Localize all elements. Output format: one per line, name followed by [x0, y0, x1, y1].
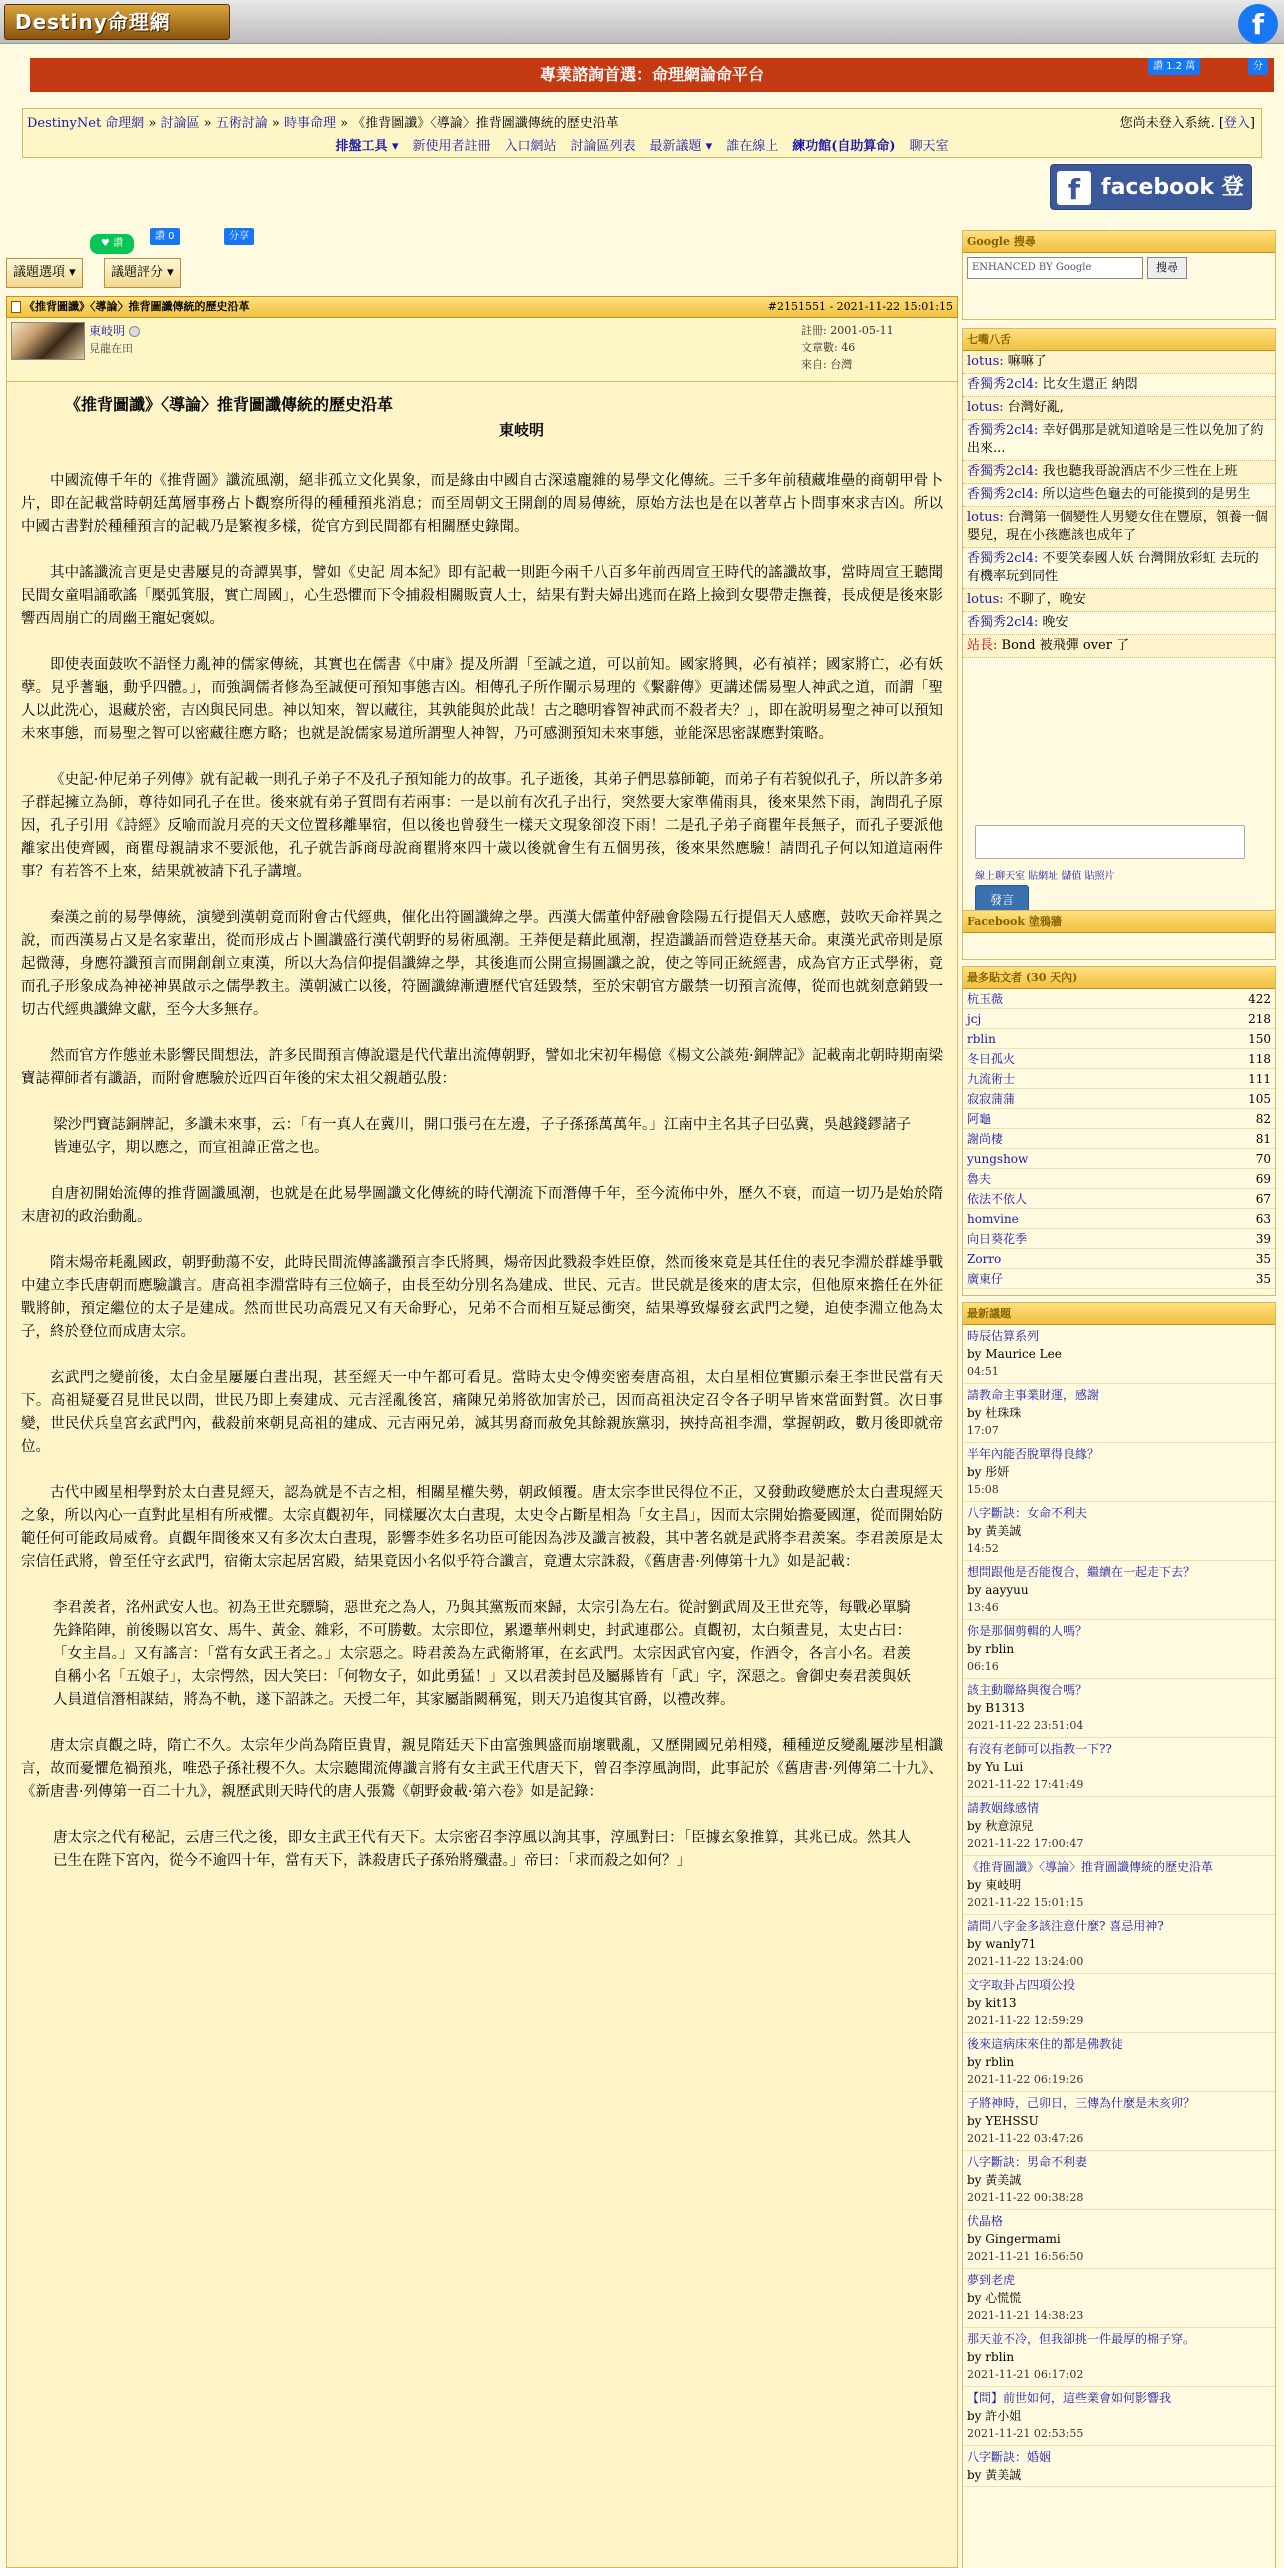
latest-topic-author: by 黃美誠 — [967, 2173, 1022, 2187]
top-poster-name[interactable]: homvine — [967, 1212, 1019, 1226]
latest-topic-title[interactable]: 那天並不冷，但我卻挑一件最厚的棉子穿。 — [967, 2332, 1196, 2346]
main-nav — [23, 135, 1261, 154]
post-icon — [11, 301, 21, 313]
top-poster-row — [963, 1149, 1275, 1169]
breadcrumb-forums[interactable]: 討論區 — [160, 116, 200, 131]
chat-user[interactable]: 香獨秀2cl4: — [967, 464, 1039, 479]
latest-topic-date: 2021-11-22 00:38:28 — [967, 2191, 1084, 2204]
fb-like-post-button[interactable]: 讚 0 — [150, 228, 180, 245]
latest-topic-item — [963, 1620, 1275, 1679]
chat-user[interactable]: lotus: — [967, 400, 1004, 415]
post-paragraph: 唐太宗貞觀之時，隋亡不久。太宗年少尚為隋臣貴胄，親見隋廷天下由富強興盛而崩壞戰亂，又歷開國兄弟相殘，種種逆反變亂屢涉星相讖言，故而憂懼危禍預兆，唯恐子孫社稷不久。太宗聽聞流傳讖言將有女主武王代唐天下，曾召李淳風詢問，此事記於《舊唐書·列傳第二十九》、《新唐書·列傳第一百二十九》，親歷武則天時代的唐人張鷟《朝野僉載·第六卷》如是記錄： — [21, 1738, 943, 1800]
facebook-login-label: facebook 登 — [1101, 175, 1244, 200]
chat-user[interactable]: 香獨秀2cl4: — [967, 551, 1039, 566]
latest-topic-author: by rblin — [967, 2055, 1015, 2069]
latest-topic-date: 2021-11-22 06:19:26 — [967, 2073, 1084, 2086]
latest-topic-item — [963, 2092, 1275, 2151]
latest-topic-title[interactable]: 請問八字金多該注意什麼? 喜忌用神? — [967, 1919, 1164, 1933]
top-poster-count: 70 — [1255, 1152, 1271, 1166]
latest-topic-date: 2021-11-21 16:56:50 — [967, 2250, 1084, 2263]
top-poster-count: 39 — [1255, 1232, 1271, 1246]
latest-topic-item — [963, 1797, 1275, 1856]
post-paragraph: 然而官方作態並未影響民間想法，許多民間預言傳說還是代代輩出流傳朝野，譬如北宋初年楊億《楊文公談苑·銅牌記》記載南北朝時期南梁寶誌禪師者有讖語，而附會應驗於近四百年後的宋太祖父親趙弘殷： — [21, 1048, 943, 1087]
chat-user[interactable]: lotus: — [967, 354, 1004, 369]
latest-topic-title[interactable]: 八字斷訣：男命不利妻 — [967, 2155, 1088, 2169]
chat-text: 我也聽我哥說酒店不少三性在上班 — [1042, 464, 1238, 479]
latest-topic-item — [963, 1384, 1275, 1443]
top-poster-name[interactable]: 向日葵花季 — [967, 1232, 1028, 1246]
facebook-icon: f — [1057, 171, 1091, 205]
latest-topic-title[interactable]: 文字取卦占四項公投 — [967, 1978, 1076, 1992]
latest-topic-author: by 秋意涼兒 — [967, 1819, 1034, 1833]
breadcrumb-current-affairs[interactable]: 時事命理 — [284, 116, 337, 131]
thread-header — [6, 296, 958, 318]
post-paragraph: 《史記·仲尼弟子列傳》就有記載一則孔子弟子不及孔子預知能力的故事。孔子逝後，其弟子們思慕師範，而弟子有若貌似孔子，所以許多弟子群起擁立為師，尊待如同孔子在世。後來就有弟子質問有若兩事：一是以前有次孔子出行，突然要大家準備雨具，後來果然下雨，詢問孔子原因，孔子引用《詩經》反喻而說月亮的天文位置移離畢宿，但以後也曾發生一樣天文現象卻沒下雨！二是孔子弟子商瞿年長無子，而孔子要派他離家出使齊國，商瞿母親請求不要派他，孔子就告訴商母說商瞿將來四十歲以後就會生有五個男孩，後來果然應驗！請問孔子何以知道這兩件事？有若答不上來，結果就被請下孔子講壇。 — [21, 772, 943, 880]
latest-topic-item — [963, 1679, 1275, 1738]
login-end: ] — [1249, 116, 1255, 131]
top-poster-row — [963, 1189, 1275, 1209]
facebook-login-button[interactable] — [1050, 164, 1252, 210]
top-poster-row — [963, 1089, 1275, 1109]
latest-topic-author: by 心慌慌 — [967, 2291, 1022, 2305]
latest-topic-author: by Yu Lui — [967, 1760, 1024, 1774]
google-search-title: Google 搜尋 — [963, 231, 1275, 253]
chat-text: 台灣第一個變性人男變女住在豐原，領養一個嬰兒，現在小孩應該也成年了 — [967, 510, 1268, 543]
top-poster-count: 118 — [1248, 1052, 1271, 1066]
latest-topic-author: by 許小姐 — [967, 2409, 1022, 2423]
latest-topic-author: by Maurice Lee — [967, 1347, 1062, 1361]
latest-topic-title[interactable]: 時辰估算系列 — [967, 1329, 1040, 1343]
latest-topic-item — [963, 2387, 1275, 2446]
top-poster-row — [963, 1069, 1275, 1089]
latest-topic-item — [963, 2151, 1275, 2210]
thread-rating-label: 議題評分 — [111, 265, 164, 280]
chat-message — [963, 461, 1275, 484]
author-info — [6, 318, 958, 382]
top-poster-row — [963, 1109, 1275, 1129]
breadcrumb — [27, 112, 619, 131]
author-name-label: 東岐明 — [89, 324, 126, 338]
chat-message — [963, 635, 1275, 658]
author-stats — [801, 322, 894, 373]
latest-topic-title[interactable]: 《推背圖讖》〈導論〉推背圖讖傳統的歷史沿革 — [967, 1860, 1214, 1874]
thread-options-dropdown[interactable] — [6, 258, 83, 288]
latest-topic-title[interactable]: 子將神時，己卯日，三傳為什麼是未亥卯？ — [967, 2096, 1196, 2110]
latest-topic-author: by rblin — [967, 1642, 1015, 1656]
chat-text: 幸好偶那是就知道啥是三性以免加了約出來... — [967, 423, 1264, 456]
top-poster-count: 150 — [1248, 1032, 1271, 1046]
post-title: 《推背圖讖》〈導論〉推背圖讖傳統的歷史沿革 — [65, 395, 394, 414]
top-poster-row — [963, 1249, 1275, 1269]
latest-topic-date: 2021-11-22 17:41:49 — [967, 1778, 1084, 1791]
top-poster-name[interactable]: 廣東仔 — [967, 1272, 1004, 1286]
top-poster-row — [963, 1169, 1275, 1189]
post-paragraph: 即使表面鼓吹不語怪力亂神的儒家傳統，其實也在儒書《中庸》提及所謂「至誠之道，可以前知。國家將興，必有禎祥；國家將亡，必有妖孽。見乎蓍龜，動乎四體。」，而強調儒者修為至誠便可預知事態吉凶。相傳孔子所作闡示易理的《繫辭傳》更講述儒易聖人神武之道，而謂「聖人以此洗心，退藏於密，吉凶與民同患。神以知來，智以藏往，其孰能與於此哉！古之聰明睿智神武而不殺者夫？」，即在說明易聖之神可以預知未來事態，而易聖之智可以密藏往應方略；也就是說儒家易道所謂聖人神智，乃可感測預知未來事態，並能深思密謀應對策略。 — [21, 657, 943, 742]
latest-topic-title[interactable]: 八字斷訣：婚姻 — [967, 2450, 1052, 2464]
latest-topic-author: by kit13 — [967, 1996, 1017, 2010]
chat-title: 七嘴八舌 — [963, 329, 1275, 351]
latest-topic-item — [963, 1443, 1275, 1502]
latest-topic-author: by Gingermami — [967, 2232, 1061, 2246]
author-registered: 註冊: 2001-05-11 — [801, 324, 894, 337]
latest-topic-title[interactable]: 半年內能否脫單得良緣？ — [967, 1447, 1100, 1461]
offline-status-icon — [129, 326, 140, 337]
latest-topic-author: by 杜珠珠 — [967, 1406, 1022, 1420]
chat-message — [963, 548, 1275, 589]
latest-topic-date: 2021-11-22 15:01:15 — [967, 1896, 1084, 1909]
breadcrumb-wushu[interactable]: 五術討論 — [215, 116, 268, 131]
login-text: 您尚未登入系統. [ — [1119, 116, 1224, 131]
latest-topic-date: 15:08 — [967, 1483, 999, 1496]
top-poster-row — [963, 1049, 1275, 1069]
thread-title: 《推背圖讖》〈導論〉推背圖讖傳統的歷史沿革 — [24, 300, 250, 313]
top-poster-name[interactable]: 依法不依人 — [967, 1192, 1028, 1206]
chat-text: 不聊了，晚安 — [1007, 592, 1086, 607]
post-paragraph: 其中謠讖流言更是史書屢見的奇譚異事，譬如《史記 周本紀》即有記載一則距今兩千八百多年前西周宣王時代的謠讖故事，當時周宣王聽聞民間女童唱誦歌謠「檿弧箕服，實亡周國」，心生恐懼而下令捕殺相關販賣人士，結果有對夫婦出逃而在路上撿到女嬰帶走撫養，長成便是後來影響西周崩亡的周幽王寵妃褒姒。 — [21, 565, 943, 627]
latest-topic-item — [963, 1325, 1275, 1384]
latest-topic-item — [963, 1502, 1275, 1561]
thread-rating-dropdown[interactable] — [104, 258, 181, 288]
latest-topic-date: 17:07 — [967, 1424, 999, 1437]
top-posters-list — [963, 989, 1275, 1289]
breadcrumb-sep: » — [144, 116, 161, 131]
post-author: 東岐明 — [499, 421, 545, 439]
login-link[interactable]: 登入 — [1223, 116, 1250, 131]
author-location: 來自: 台灣 — [801, 358, 853, 371]
breadcrumb-sep: » — [336, 116, 353, 131]
line-like-button[interactable]: ♥ 讚 — [90, 234, 134, 254]
chat-text: 晚安 — [1042, 615, 1069, 630]
top-poster-count: 105 — [1248, 1092, 1271, 1106]
latest-topics-title: 最新議題 — [963, 1303, 1275, 1325]
latest-topic-date: 13:46 — [967, 1601, 999, 1614]
top-poster-count: 422 — [1248, 992, 1271, 1006]
latest-topic-date: 2021-11-22 23:51:04 — [967, 1719, 1084, 1732]
latest-topic-author: by 彤妍 — [967, 1465, 1010, 1479]
nav-item[interactable]: 排盤工具 ▾ — [335, 139, 399, 154]
latest-topic-author: by B1313 — [967, 1701, 1025, 1715]
post-body — [6, 382, 958, 2568]
top-poster-name[interactable]: 杭玉薇 — [967, 992, 1004, 1006]
author-name[interactable] — [89, 322, 140, 339]
post-paragraph: 古代中國星相學對於太白晝見經天，認為就是不吉之相，相關星權失勢，朝政傾覆。唐太宗李世民得位不正，又發動政變應於太白晝現經天之象，所以內心一直對此星相有所戒懼。太宗貞觀初年，同樣屢次太白晝現，太史令占斷星相為「女主昌」，因而太宗開始擔憂國運，從而開始防範任何可能政局威脅。貞觀年間後來又有多次太白晝現，影響李姓多名功臣可能因為涉及讖言被殺，其中著名就是武將李君羨案。李君羨原是太宗信任武將，曾至任守玄武門，宿衛太宗起居宮殿，結果竟因小名似乎符合讖言，竟遭太宗誅殺，《舊唐書·列傳第十九》如是記載： — [21, 1485, 943, 1570]
author-title: 見龍在田 — [89, 342, 133, 355]
top-posters-box — [962, 966, 1276, 1296]
latest-topic-title[interactable]: 請教姻緣感情 — [967, 1801, 1040, 1815]
breadcrumb-current: 《推背圖讖》〈導論〉推背圖讖傳統的歷史沿革 — [352, 116, 619, 131]
latest-topic-author: by 東岐明 — [967, 1878, 1022, 1892]
chat-message — [963, 589, 1275, 612]
top-poster-name[interactable]: 冬日孤火 — [967, 1052, 1016, 1066]
top-poster-name[interactable]: 寂寂蒲蒲 — [967, 1092, 1016, 1106]
chat-text: Bond 被飛彈 over 了 — [1001, 638, 1130, 653]
latest-topic-date: 2021-11-22 17:00:47 — [967, 1837, 1084, 1850]
post-paragraph: 玄武門之變前後，太白金星屢屢白晝出現，甚至經天一中午都可看見。當時太史令傅奕密奏唐高祖，太白星相位實顯示秦王李世民當有天下。高祖疑憂召見世民以問，世民乃即上奏建成、元吉淫亂後宮，痛陳兄弟將欲加害於己，因而高祖決定召令各子明早皆來當面對質。次日事變，世民伏兵皇宮玄武門內，截殺前來朝見高祖的建成、元吉兩兄弟，滅其男裔而赦免其餘親族黨羽，挾持高祖李淵，掌握朝政，數月後即就帝位。 — [21, 1370, 943, 1455]
latest-topic-title[interactable]: 該主動聯絡與復合嗎？ — [967, 1683, 1088, 1697]
chat-text: 所以這些色龜去的可能摸到的是男生 — [1042, 487, 1251, 502]
latest-topic-title[interactable]: 夢到老虎 — [967, 2273, 1016, 2287]
google-search-box — [962, 230, 1276, 320]
latest-topic-title[interactable]: 後來這病床來住的都是佛教徒 — [967, 2037, 1124, 2051]
latest-topic-author: by rblin — [967, 2350, 1015, 2364]
chat-message — [963, 374, 1275, 397]
latest-topic-item — [963, 2328, 1275, 2387]
top-poster-row — [963, 1269, 1275, 1289]
latest-topic-title[interactable]: 有沒有老師可以指教一下?? — [967, 1742, 1112, 1756]
latest-topic-date: 2021-11-21 06:17:02 — [967, 2368, 1084, 2381]
latest-topic-title[interactable]: 請教命主事業財運，感謝 — [967, 1388, 1100, 1402]
top-poster-name[interactable]: Zorro — [967, 1252, 1002, 1266]
google-search-button[interactable]: 搜尋 — [1147, 257, 1187, 279]
top-poster-name[interactable]: 謝尚棲 — [967, 1132, 1004, 1146]
latest-topic-item — [963, 2210, 1275, 2269]
latest-topic-item — [963, 1856, 1275, 1915]
post-paragraphs — [21, 470, 943, 1873]
top-poster-row — [963, 989, 1275, 1009]
chat-user[interactable]: lotus: — [967, 510, 1004, 525]
site-logo[interactable]: Destiny命理網 — [4, 4, 230, 40]
chat-text: 比女生還正 納悶 — [1042, 377, 1138, 392]
top-poster-row — [963, 1029, 1275, 1049]
latest-topic-title[interactable]: 你是那個剪輯的人嗎？ — [967, 1624, 1088, 1638]
post-paragraph: 中國流傳千年的《推背圖》讖流風潮，絕非孤立文化異象，而是緣由中國自古深遠龐雜的易學文化傳統。三千多年前積藏堆壘的商朝甲骨卜片，即在記載當時朝廷萬層事務占卜觀察所得的種種預兆消息；而至周朝文王開創的周易傳統，原始方法也是在以著草占卜問事來求吉凶。所以中國古書對於種種預言的記載乃是繁複多樣，從官方到民間都有相關歷史錄聞。 — [21, 473, 943, 535]
top-poster-name[interactable]: 魯夫 — [967, 1172, 992, 1186]
latest-topic-author: by YEHSSU — [967, 2114, 1039, 2128]
chat-user[interactable]: 香獨秀2cl4: — [967, 377, 1039, 392]
post-paragraph: 李君羨者，洺州武安人也。初為王世充驃騎，惡世充之為人，乃與其黨叛而來歸，太宗引為左右。從討劉武周及王世充等，每戰必單騎先鋒陷陣，前後賜以宮女、馬牛、黃金、雜彩，不可勝數。太宗即位，累遷華州刺史，封武連郡公。貞觀初，太白頻晝見，太史占曰：「女主昌。」又有謠言：「當有女武王者之。」太宗惡之。時君羨為左武衛將軍，在玄武門。太宗因武官內宴，作酒令，各言小名。君羨自稱小名「五娘子」，太宗愕然，因大笑曰：「何物女子，如此勇猛！」又以君羨封邑及屬縣皆有「武」字，深惡之。會御史奏君羨與妖人員道信潛相謀結，將為不軌，遂下詔誅之。天授二年，其家屬詣闕稱冤，則天乃追復其官爵，以禮改葬。 — [53, 1600, 911, 1708]
facebook-wall-box — [962, 910, 1276, 960]
fb-share-button[interactable]: 分 — [1248, 58, 1268, 75]
latest-topic-item — [963, 2269, 1275, 2328]
chat-message — [963, 397, 1275, 420]
chat-message — [963, 612, 1275, 635]
chat-text: 不要笑泰國人妖 台灣開放彩虹 去玩的有機率玩到同性 — [967, 551, 1259, 584]
latest-topic-date: 14:52 — [967, 1542, 999, 1555]
top-poster-name[interactable]: rblin — [967, 1032, 996, 1046]
chat-message — [963, 351, 1275, 374]
latest-topic-item — [963, 2033, 1275, 2092]
top-poster-count: 81 — [1255, 1132, 1271, 1146]
chat-message — [963, 484, 1275, 507]
chat-user[interactable]: 站長: — [967, 638, 998, 653]
latest-topic-item — [963, 1915, 1275, 1974]
nav-item[interactable]: 練功館(自助算命) — [792, 139, 896, 154]
latest-topics-box — [962, 1302, 1276, 2568]
post-paragraph: 唐太宗之代有秘記，云唐三代之後，即女主武王代有天下。太宗密召李淳風以詢其事，淳風對曰：「臣據玄象推算，其兆已成。然其人已生在陛下宮內，從今不逾四十年，當有天下，誅殺唐氏子孫殆將殲盡。」帝曰：「求而殺之如何？」 — [53, 1830, 911, 1869]
latest-topic-item — [963, 1561, 1275, 1620]
latest-topic-date: 2021-11-21 14:38:23 — [967, 2309, 1084, 2322]
nav-item[interactable]: 誰在線上 — [726, 139, 779, 154]
latest-topic-date: 2021-11-22 03:47:26 — [967, 2132, 1084, 2145]
chat-input[interactable] — [975, 825, 1245, 859]
google-search-input[interactable]: ENHANCED BY Google — [967, 257, 1143, 279]
chat-user[interactable]: 香獨秀2cl4: — [967, 615, 1039, 630]
top-poster-count: 82 — [1255, 1112, 1271, 1126]
post-paragraph: 梁沙門寶誌銅牌記，多讖未來事，云：「有一真人在冀川，開口張弓在左邊，子子孫孫萬萬年。」江南中主名其子曰弘冀，吳越錢鏐諸子皆連弘字，期以應之，而宣祖諱正當之也。 — [53, 1117, 911, 1156]
latest-topic-date: 2021-11-21 02:53:55 — [967, 2427, 1084, 2440]
nav-item[interactable]: 聊天室 — [909, 139, 949, 154]
top-poster-count: 218 — [1248, 1012, 1271, 1026]
post-paragraph: 秦漢之前的易學傳統，演變到漢朝竟而附會古代經典，催化出符圖讖緯之學。西漢大儒董仲舒融會陰陽五行提倡天人感應，鼓吹天命祥異之說，而西漢易占又是名家輩出，從而形成占卜圖讖盛行漢代朝野的易術風潮。王莽便是藉此風潮，捏造讖語而營造登基天命。東漢光武帝則是原起微薄，身應符讖預言而開創創立東漢，所以大為信仰提倡讖緯之學，其後進而公開宣揚圖讖之說，使之等同正統經書，成為官方正式學術，竟而孔子形象成為神祕神異啟示之儒學教主。漢朝滅亡以後，符圖讖緯漸遭歷代官廷毀禁，至於宋朝官方嚴禁一切預言流傳，從而也就刻意銷毀一切古代經典讖緯文獻，至今大多無存。 — [21, 910, 943, 1018]
latest-topic-author: by wanly71 — [967, 1937, 1037, 1951]
nav-item[interactable]: 入口網站 — [504, 139, 557, 154]
facebook-icon[interactable]: f — [1238, 4, 1278, 44]
chat-message — [963, 507, 1275, 548]
chat-message — [963, 420, 1275, 461]
top-poster-name[interactable]: 阿龜 — [967, 1112, 992, 1126]
latest-topic-date: 04:51 — [967, 1365, 999, 1378]
chat-send-button[interactable]: 發言 — [975, 885, 1029, 915]
top-poster-name[interactable]: yungshow — [967, 1152, 1029, 1166]
latest-topic-item — [963, 2446, 1275, 2487]
breadcrumb-home[interactable]: DestinyNet 命理網 — [27, 116, 145, 131]
latest-topic-author: by aayyuu — [967, 1583, 1029, 1597]
breadcrumb-sep: » — [199, 116, 216, 131]
chat-user[interactable]: 香獨秀2cl4: — [967, 423, 1039, 438]
promo-banner[interactable]: 專業諮詢首選：命理網論命平台 — [30, 58, 1274, 92]
top-poster-row — [963, 1209, 1275, 1229]
top-poster-count: 35 — [1255, 1272, 1271, 1286]
breadcrumb-sep: » — [267, 116, 284, 131]
chat-links[interactable]: 線上聊天室 貼網址 儲值 貼照片 — [975, 871, 1115, 882]
latest-topic-title[interactable]: 伏晶格 — [967, 2214, 1004, 2228]
breadcrumb-bar — [22, 108, 1262, 158]
fb-like-button[interactable]: 讚 1.2 萬 — [1148, 58, 1200, 75]
thread-meta[interactable]: #2151551 - 2021-11-22 15:01:15 — [767, 300, 953, 313]
chat-user[interactable]: 香獨秀2cl4: — [967, 487, 1039, 502]
chat-text: 嘛嘛了 — [1007, 354, 1047, 369]
chat-messages[interactable] — [963, 351, 1275, 751]
latest-topic-author: by 黃美誠 — [967, 2468, 1022, 2482]
fb-share-post-button[interactable]: 分享 — [224, 228, 254, 245]
top-poster-name[interactable]: 九流術士 — [967, 1072, 1016, 1086]
latest-topic-date: 2021-11-22 13:24:00 — [967, 1955, 1084, 1968]
post-paragraph: 隋末煬帝耗亂國政，朝野動蕩不安，此時民間流傳謠讖預言李氏將興，煬帝因此戮殺李姓臣僚，然而後來竟是其任住的表兄李淵於群雄爭戰中建立李氏唐朝而應驗讖言。唐高祖李淵當時有三位嫡子，由長至幼分別名為建成、世民、元吉。世民就是後來的唐太宗，但他原來擔任在外征戰將帥，預定繼位的太子是建成。然而世民功高震兄又有天命野心，兄弟不合而相互疑忌衝突，結果導致爆發玄武門之變，迫使李淵立他為太子，終於登位而成唐太宗。 — [21, 1255, 943, 1340]
chat-text: 台灣好亂, — [1007, 400, 1064, 415]
top-poster-count: 63 — [1255, 1212, 1271, 1226]
latest-topic-author: by 黃美誠 — [967, 1524, 1022, 1538]
author-post-count: 文章數: 46 — [801, 341, 856, 354]
latest-topics-list — [963, 1325, 1275, 2487]
top-poster-row — [963, 1129, 1275, 1149]
post-paragraph: 自唐初開始流傳的推背圖讖風潮，也就是在此易學圖讖文化傳統的時代潮流下而潛傳千年，至今流佈中外，歷久不衰，而這一切乃是始於隋末唐初的政治動亂。 — [21, 1186, 943, 1225]
top-bar — [0, 0, 1284, 44]
latest-topic-item — [963, 1974, 1275, 2033]
login-status — [1120, 112, 1255, 131]
top-posters-title: 最多貼文者 (30 天內) — [963, 967, 1275, 989]
nav-item[interactable]: 討論區列表 — [570, 139, 636, 154]
caret-down-icon: ▾ — [69, 265, 76, 280]
latest-topic-title[interactable]: 想問跟他是否能復合，繼續在一起走下去？ — [967, 1565, 1196, 1579]
top-poster-row — [963, 1009, 1275, 1029]
top-poster-count: 111 — [1248, 1072, 1271, 1086]
latest-topic-date: 2021-11-22 12:59:29 — [967, 2014, 1084, 2027]
chat-box — [962, 328, 1276, 928]
top-poster-count: 35 — [1255, 1252, 1271, 1266]
nav-item[interactable]: 新使用者註冊 — [412, 139, 491, 154]
latest-topic-title[interactable]: 八字斷訣：女命不利夫 — [967, 1506, 1088, 1520]
caret-down-icon: ▾ — [167, 265, 174, 280]
top-poster-count: 69 — [1255, 1172, 1271, 1186]
latest-topic-title[interactable]: 【問】前世如何，這些業會如何影響我 — [967, 2391, 1172, 2405]
nav-item[interactable]: 最新議題 ▾ — [649, 139, 713, 154]
top-poster-row — [963, 1229, 1275, 1249]
chat-user[interactable]: lotus: — [967, 592, 1004, 607]
avatar[interactable] — [11, 322, 85, 360]
top-poster-name[interactable]: jcj — [967, 1012, 982, 1026]
facebook-wall-title: Facebook 塗鴉牆 — [963, 911, 1275, 933]
thread-options-label: 議題選項 — [13, 265, 66, 280]
latest-topic-date: 06:16 — [967, 1660, 999, 1673]
top-poster-count: 67 — [1255, 1192, 1271, 1206]
latest-topic-item — [963, 1738, 1275, 1797]
